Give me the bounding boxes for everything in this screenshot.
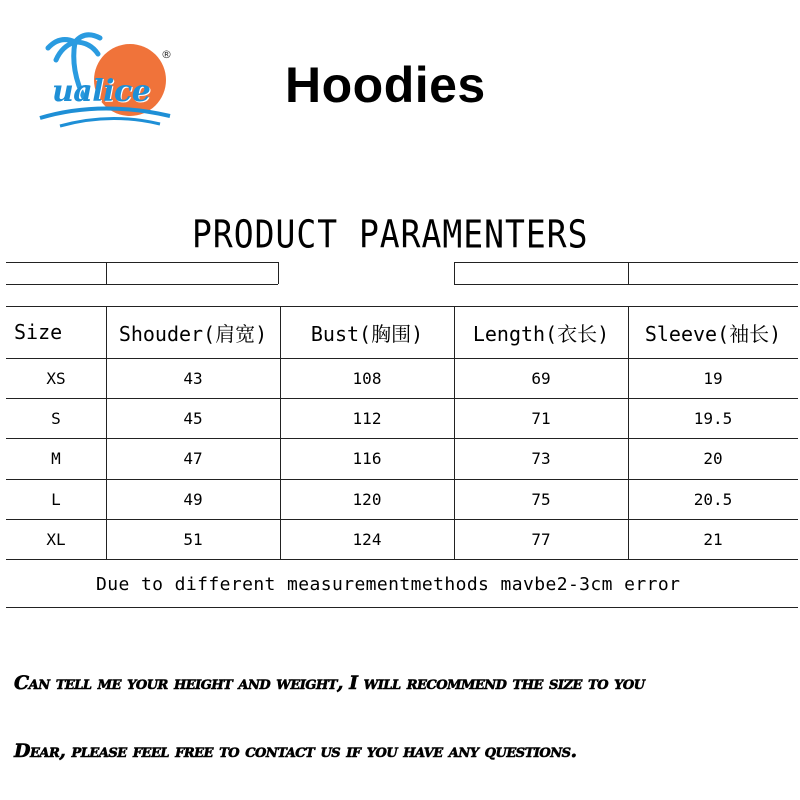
table-top-divider [278, 262, 279, 284]
table-value-cell: 20.5 [693, 489, 733, 509]
table-bottom-line [6, 607, 798, 608]
table-header-cell: Bust(胸围) [310, 321, 424, 346]
contact-text: Dear, please feel free to contact us if you have any questions. [14, 740, 577, 762]
table-size-cell: L [51, 489, 61, 509]
table-value-cell: 77 [531, 529, 551, 549]
table-value-cell: 43 [183, 368, 203, 388]
table-value-cell: 19 [703, 368, 723, 388]
table-value-cell: 21 [703, 529, 723, 549]
section-title: PRODUCT PARAMENTERS [192, 212, 589, 257]
table-size-cell: XL [46, 529, 66, 549]
table-value-cell: 116 [352, 449, 382, 468]
table-top-line [454, 262, 798, 263]
table-size-cell: XS [46, 368, 66, 388]
registered-mark: ® [161, 48, 172, 61]
recommend-text: Can tell me your height and weight, I will recommend the size to you [14, 672, 645, 694]
page-title: Hoodies [285, 57, 486, 113]
table-header-cell: Size [14, 320, 63, 344]
table-size-cell: S [51, 408, 61, 428]
table-header-cell: Shouder(肩宽) [118, 321, 268, 346]
table-value-cell: 47 [183, 449, 203, 468]
table-value-cell: 120 [352, 489, 382, 509]
table-top-divider [628, 262, 629, 284]
table-value-cell: 51 [183, 529, 203, 549]
table-top-line [6, 284, 278, 285]
table-value-cell: 75 [531, 489, 551, 509]
table-value-cell: 124 [352, 529, 382, 549]
table-value-cell: 73 [531, 449, 551, 468]
brand-logo [30, 30, 180, 130]
table-value-cell: 112 [352, 408, 382, 428]
table-value-cell: 71 [531, 408, 551, 428]
table-value-cell: 108 [352, 368, 382, 388]
table-row-line [6, 559, 798, 560]
table-header-cell: Length(衣长) [472, 321, 610, 346]
table-value-cell: 45 [183, 408, 203, 428]
table-value-cell: 69 [531, 368, 551, 388]
table-top-line [6, 262, 278, 263]
table-size-cell: M [51, 449, 61, 468]
table-top-divider [454, 262, 455, 284]
table-top-line [454, 284, 798, 285]
table-value-cell: 49 [183, 489, 203, 509]
measurement-note: Due to different measurementmethods mavbe2-3cm error [96, 574, 681, 595]
logo-text: ualice [52, 74, 151, 109]
table-value-cell: 20 [703, 449, 723, 468]
table-top-divider [106, 262, 107, 284]
table-value-cell: 19.5 [693, 408, 733, 428]
table-header-cell: Sleeve(袖长) [644, 321, 782, 346]
